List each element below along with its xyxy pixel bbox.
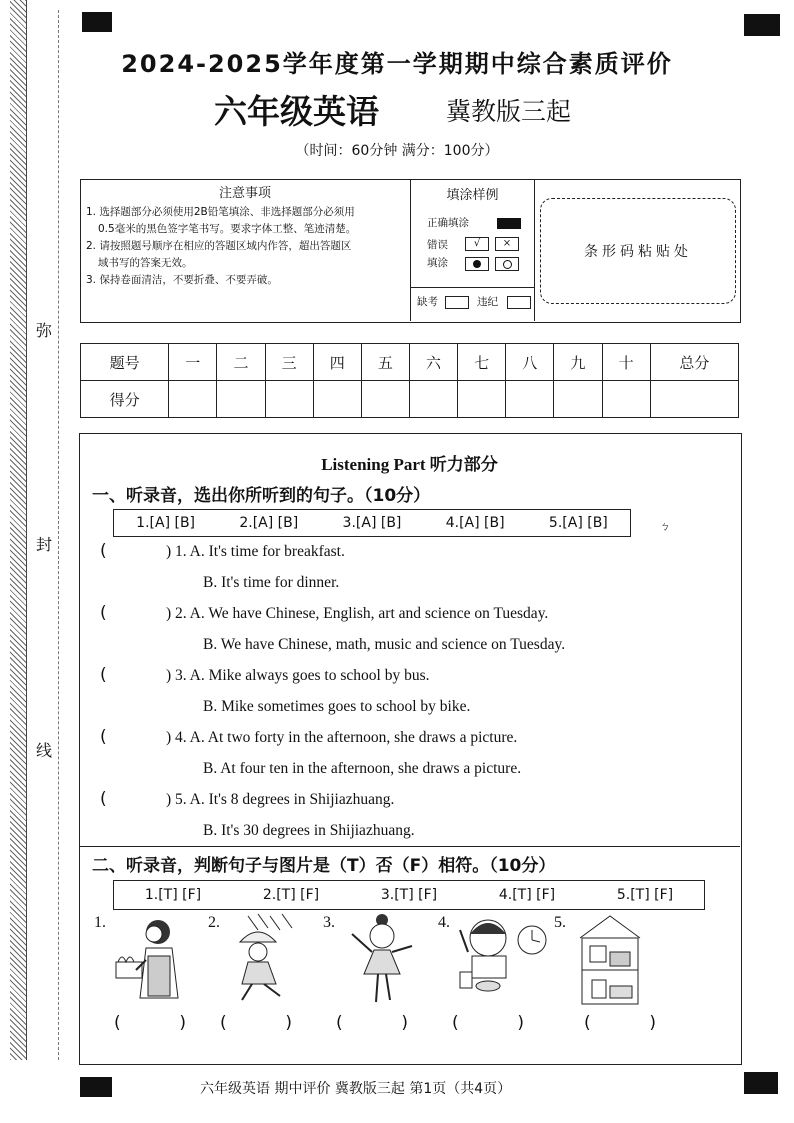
edition-label: 冀教版三起 — [446, 97, 572, 126]
picture-answer-paren[interactable] — [452, 1013, 524, 1033]
check-sample-icon: √ — [465, 237, 489, 251]
absent-label: 缺考 — [417, 296, 438, 308]
section2-answer-bar — [113, 880, 705, 910]
registration-mark — [744, 14, 780, 36]
correct-label: 正确填涂 — [427, 217, 469, 229]
picture-answer-paren[interactable] — [336, 1013, 408, 1033]
registration-mark — [80, 1077, 112, 1097]
correct-fill-swatch — [497, 218, 521, 229]
paren-right: ) — [517, 1013, 524, 1033]
wrong-label-2: 填涂 — [427, 257, 448, 269]
picture-label-1: 1. — [94, 914, 106, 931]
answer-paren[interactable]: ( — [100, 665, 107, 685]
wrong-label: 错误 — [427, 239, 448, 251]
score-cell[interactable] — [458, 381, 506, 418]
fill-sample-panel — [411, 179, 535, 321]
cooking-girl-picture — [110, 912, 190, 1008]
fill-sample-heading: 填涂样例 — [446, 188, 499, 203]
notice-line: 2. 请按照题号顺序在相应的答题区域内作答，超出答题区 — [86, 240, 352, 252]
score-table-header-row — [81, 344, 739, 381]
notice-line: 1. 选择题部分必须使用2B铅笔填涂、非选择题部分必须用 — [86, 206, 355, 218]
violation-label: 违纪 — [477, 296, 498, 308]
answer-option[interactable]: 2.[T] [F] — [262, 887, 320, 903]
circle-sample-icon — [495, 257, 519, 271]
dancing-girl-picture — [346, 912, 422, 1008]
paren-right: ) — [649, 1013, 656, 1033]
page-footer: 六年级英语 期中评价 冀教版三起 第1页（共4页） — [200, 1081, 512, 1097]
subject-title: 六年级英语 — [214, 92, 379, 131]
answer-option[interactable]: 4.[A] [B] — [445, 515, 505, 531]
absent-box[interactable] — [445, 296, 469, 309]
section2-heading: 二、听录音，判断句子与图片是（T）否（F）相符。（10分） — [92, 856, 556, 876]
paren-left: ( — [220, 1013, 227, 1033]
divider — [411, 287, 534, 288]
picture-label-3: 3. — [323, 914, 335, 931]
answer-option[interactable]: 3.[A] [B] — [342, 515, 402, 531]
answer-paren[interactable]: ( — [100, 727, 107, 747]
score-table-column-header: 八 — [506, 344, 554, 381]
question-option-a: ) 4. A. At two forty in the afternoon, she draws a picture. — [166, 729, 518, 746]
score-table-column-header: 二 — [217, 344, 265, 381]
score-cell[interactable] — [169, 381, 217, 418]
section-divider — [79, 846, 740, 847]
score-table-column-header: 一 — [169, 344, 217, 381]
answer-paren[interactable]: ( — [100, 789, 107, 809]
paren-right: ) — [179, 1013, 186, 1033]
score-table-column-header: 六 — [409, 344, 457, 381]
score-cell[interactable] — [602, 381, 650, 418]
binding-char-3: 线 — [36, 736, 52, 763]
dot-sample-icon — [465, 257, 489, 271]
paren-left: ( — [584, 1013, 591, 1033]
binding-line — [58, 10, 59, 1060]
picture-answer-paren[interactable] — [114, 1013, 186, 1033]
notice-heading: 注意事项 — [218, 186, 271, 201]
barcode-area: 条形码粘贴处 — [540, 198, 736, 304]
answer-option[interactable]: 4.[T] [F] — [498, 887, 556, 903]
score-cell[interactable] — [409, 381, 457, 418]
question-option-a: ) 1. A. It's time for breakfast. — [166, 543, 345, 560]
score-table — [80, 343, 739, 418]
stray-mark: ㄅ — [660, 522, 670, 533]
score-table-label: 题号 — [81, 344, 169, 381]
running-girl-rain-picture — [228, 912, 304, 1008]
question-option-b: B. It's 30 degrees in Shijiazhuang. — [203, 822, 415, 839]
score-cell[interactable] — [554, 381, 602, 418]
cross-sample-icon: × — [495, 237, 519, 251]
section1-heading: 一、听录音，选出你所听到的句子。（10分） — [92, 486, 431, 506]
paren-left: ( — [452, 1013, 459, 1033]
answer-option[interactable]: 2.[A] [B] — [239, 515, 299, 531]
answer-paren[interactable]: ( — [100, 541, 107, 561]
question-option-b: B. It's time for dinner. — [203, 574, 340, 591]
picture-label-4: 4. — [438, 914, 450, 931]
question-option-b: B. At four ten in the afternoon, she draws a picture. — [203, 760, 522, 777]
listening-title: Listening Part 听力部分 — [321, 455, 498, 474]
violation-box[interactable] — [507, 296, 531, 309]
answer-option[interactable]: 3.[T] [F] — [380, 887, 438, 903]
question-option-a: ) 3. A. Mike always goes to school by bus. — [166, 667, 430, 684]
time-info: （时间：60分钟 满分：100分） — [295, 143, 499, 159]
notice-line: 域书写的答案无效。 — [98, 257, 193, 269]
score-cell[interactable] — [217, 381, 265, 418]
picture-label-2: 2. — [208, 914, 220, 931]
notice-line: 3. 保持卷面清洁，不要折叠、不要弄破。 — [86, 274, 278, 286]
answer-option[interactable]: 1.[A] [B] — [136, 515, 196, 531]
notice-line: 0.5毫米的黑色签字笔书写。要求字体工整、笔迹清楚。 — [98, 223, 357, 235]
question-option-a: ) 5. A. It's 8 degrees in Shijiazhuang. — [166, 791, 395, 808]
section1-answer-bar — [113, 509, 631, 537]
paren-left: ( — [114, 1013, 121, 1033]
answer-option[interactable]: 1.[T] [F] — [144, 887, 202, 903]
question-option-a: ) 2. A. We have Chinese, English, art and science on Tuesday. — [166, 605, 549, 622]
score-table-column-header: 五 — [361, 344, 409, 381]
registration-mark — [744, 1072, 778, 1094]
boy-eating-clock-picture — [456, 912, 552, 1002]
score-table-column-header: 四 — [313, 344, 361, 381]
score-cell[interactable] — [361, 381, 409, 418]
answer-paren[interactable]: ( — [100, 603, 107, 623]
score-table-score-row — [81, 381, 739, 418]
score-cell[interactable] — [313, 381, 361, 418]
notice-panel — [80, 179, 411, 321]
score-table-column-header: 总分 — [650, 344, 738, 381]
binding-char-1: 弥 — [36, 316, 52, 343]
paren-right: ) — [285, 1013, 292, 1033]
score-cell[interactable] — [650, 381, 738, 418]
paren-left: ( — [336, 1013, 343, 1033]
score-cell[interactable] — [506, 381, 554, 418]
score-table-column-header: 七 — [458, 344, 506, 381]
question-option-b: B. We have Chinese, math, music and science on Tuesday. — [203, 636, 566, 653]
house-rooms-picture — [576, 912, 646, 1008]
score-table-column-header: 十 — [602, 344, 650, 381]
paren-right: ) — [401, 1013, 408, 1033]
question-option-b: B. Mike sometimes goes to school by bike. — [203, 698, 471, 715]
binding-char-2: 封 — [36, 530, 52, 557]
score-row-label: 得分 — [81, 381, 169, 418]
answer-option[interactable]: 5.[A] [B] — [548, 515, 608, 531]
picture-answer-paren[interactable] — [220, 1013, 292, 1033]
score-table-column-header: 三 — [265, 344, 313, 381]
picture-answer-paren[interactable] — [584, 1013, 656, 1033]
picture-label-5: 5. — [554, 914, 566, 931]
exam-title: 2024-2025学年度第一学期期中综合素质评价 — [121, 50, 673, 78]
score-table-column-header: 九 — [554, 344, 602, 381]
answer-option[interactable]: 5.[T] [F] — [616, 887, 674, 903]
registration-mark — [82, 12, 112, 32]
score-cell[interactable] — [265, 381, 313, 418]
